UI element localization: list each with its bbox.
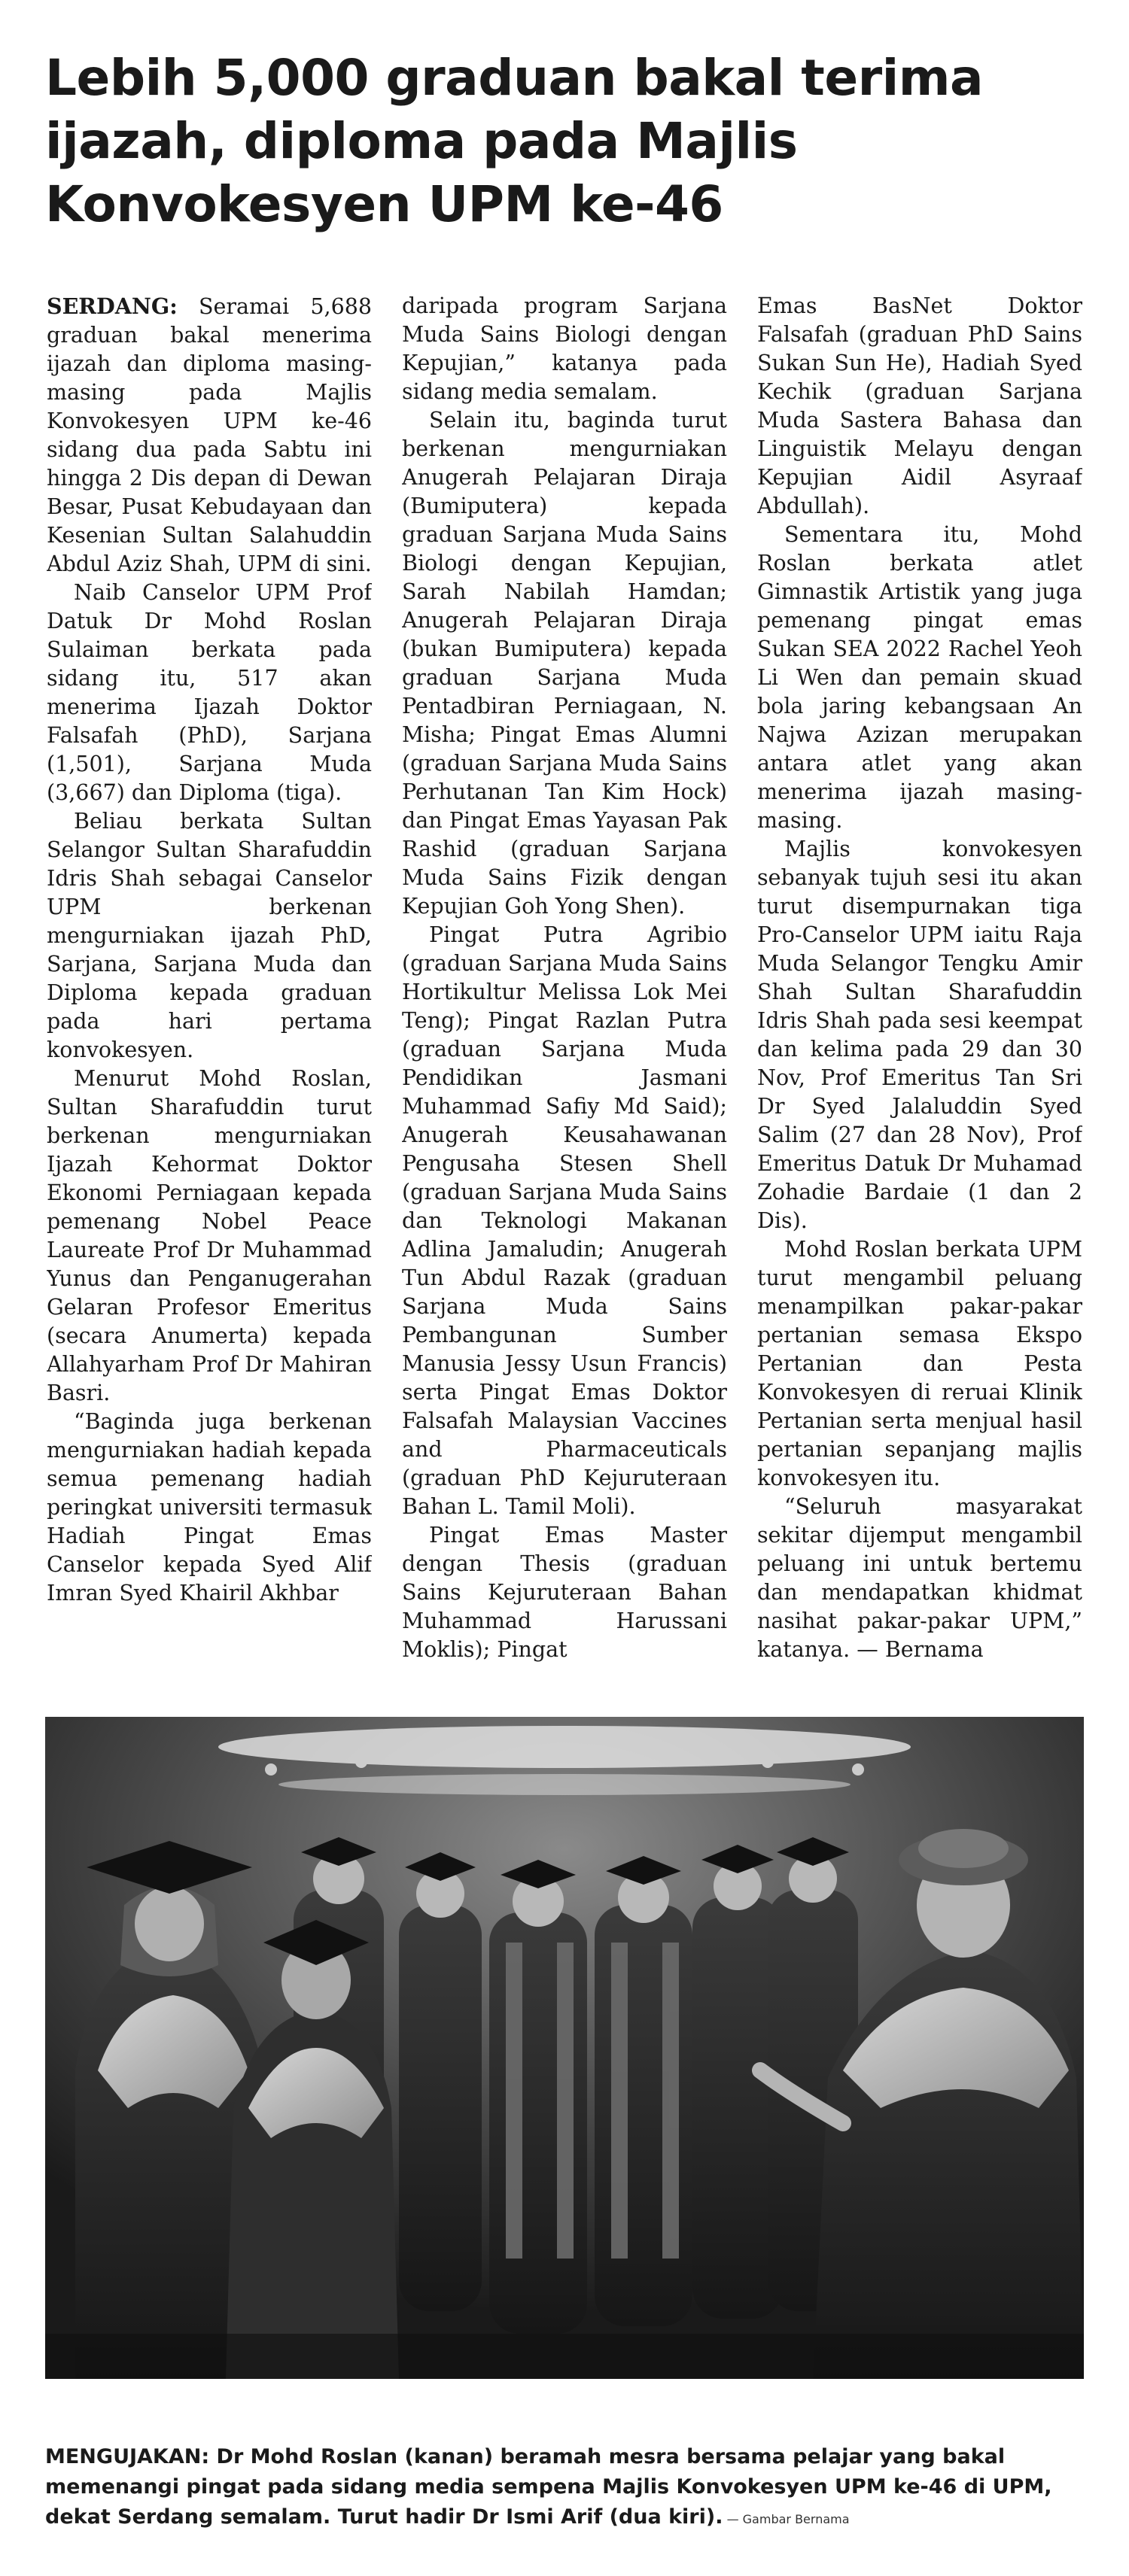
headline <box>45 47 1084 236</box>
paragraph: daripada program Sarjana Muda Sains Biologi dengan Kepujian,” katanya pada sidang media semalam. <box>402 293 727 404</box>
paragraph-text: Seramai 5,688 graduan bakal menerima ijazah dan diploma masing-masing pada Majlis Konvokesyen UPM ke-46 sidang dua pada Sabtu ini hingga 2 Dis depan di Dewan Besar, Pusat Kebudayaan dan Kesenian Sultan Salahuddin Abdul Aziz Shah, UPM di sini. <box>47 294 372 576</box>
paragraph: “Baginda juga berkenan mengurniakan hadiah kepada semua pemenang hadiah peringkat universiti termasuk Hadiah Pingat Emas Canselor kepada Syed Alif Imran Syed Khairil Akhbar <box>47 1409 372 1605</box>
paragraph: Naib Canselor UPM Prof Datuk Dr Mohd Roslan Sulaiman berkata pada sidang itu, 517 akan menerima Ijazah Doktor Falsafah (PhD), Sarjana (1,501), Sarjana Muda (3,667) dan Diploma (tiga). <box>47 580 372 805</box>
paragraph: Mohd Roslan berkata UPM turut mengambil peluang menampilkan pakar-pakar pertanian semasa Ekspo Pertanian dan Pesta Konvokesyen di reruai Klinik Pertanian serta menjual hasil pertanian sepanjang majlis konvokesyen itu. <box>757 1237 1082 1490</box>
paragraph: Menurut Mohd Roslan, Sultan Sharafuddin turut berkenan mengurniakan Ijazah Kehormat Doktor Ekonomi Perniagaan kepada pemenang Nobel Peace Laureate Prof Dr Muhammad Yunus dan Penganugerahan Gelaran Profesor Emeritus (secara Anumerta) kepada Allahyarham Prof Dr Mahiran Basri. <box>47 1066 372 1405</box>
caption-lead: MENGUJAKAN: <box>45 2445 210 2468</box>
article-column-1 <box>47 292 372 1706</box>
caption-text: Dr Mohd Roslan (kanan) beramah mesra bersama pelajar yang bakal memenangi pingat pada sidang media sempena Majlis Konvokesyen UPM ke-46 di UPM, dekat Serdang semalam. Turut hadir Dr Ismi Arif (dua kiri). <box>45 2445 1052 2529</box>
paragraph: “Seluruh masyarakat sekitar dijemput mengambil peluang ini untuk bertemu dan mendapatkan khidmat nasihat pakar-pakar UPM,” katanya. — Bernama <box>757 1494 1082 1662</box>
photo-caption <box>45 2442 1084 2535</box>
paragraph: Majlis konvokesyen sebanyak tujuh sesi itu akan turut disempurnakan tiga Pro-Canselor UPM iaitu Raja Muda Selangor Tengku Amir Shah Sultan Sharafuddin Idris Shah pada sesi keempat dan kelima pada 29 dan 30 Nov, Prof Emeritus Tan Sri Dr Syed Jalaluddin Syed Salim (27 dan 28 Nov), Prof Emeritus Datuk Dr Muhamad Zohadie Bardaie (1 dan 2 Dis). <box>757 837 1082 1233</box>
paragraph: Selain itu, baginda turut berkenan mengurniakan Anugerah Pelajaran Diraja (Bumiputera) kepada graduan Sarjana Muda Sains Biologi dengan Kepujian, Sarah Nabilah Hamdan; Anugerah Pelajaran Diraja (bukan Bumiputera) kepada graduan Sarjana Muda Pentadbiran Perniagaan, N. Misha; Pingat Emas Alumni (graduan Sarjana Muda Sains Perhutanan Tan Kim Hock) dan Pingat Emas Yayasan Pak Rashid (graduan Sarjana Muda Sains Fizik dengan Kepujian Goh Yong Shen). <box>402 408 727 919</box>
caption-credit: — Gambar Bernama <box>723 2512 850 2526</box>
headline-line: Lebih 5,000 graduan bakal terima <box>45 49 984 107</box>
article-body <box>47 292 1082 1706</box>
news-photo <box>45 1717 1084 2379</box>
article-column-3 <box>757 292 1082 1706</box>
paragraph: Pingat Putra Agribio (graduan Sarjana Muda Sains Hortikultur Melissa Lok Mei Teng); Pingat Razlan Putra (graduan Sarjana Muda Pendidikan Jasmani Muhammad Safiy Md Said); Anugerah Keusahawanan Pengusaha Stesen Shell (graduan Sarjana Muda Sains dan Teknologi Makanan Adlina Jamaludin; Anugerah Tun Abdul Razak (graduan Sarjana Muda Sains Pembangunan Sumber Manusia Jessy Usun Francis) serta Pingat Emas Doktor Falsafah Malaysian Vaccines and Pharmaceuticals (graduan PhD Kejuruteraan Bahan L. Tamil Moli). <box>402 922 727 1519</box>
paragraph <box>47 292 372 579</box>
headline-line: ijazah, diploma pada Majlis <box>45 112 798 170</box>
paragraph: Sementara itu, Mohd Roslan berkata atlet Gimnastik Artistik yang juga pemenang pingat emas Sukan SEA 2022 Rachel Yeoh Li Wen dan pemain skuad bola jaring kebangsaan An Najwa Azizan merupakan antara atlet yang akan menerima ijazah masing-masing. <box>757 522 1082 833</box>
headline-line: Konvokesyen UPM ke-46 <box>45 175 723 233</box>
photo-illustration <box>45 1717 1084 2379</box>
paragraph: Emas BasNet Doktor Falsafah (graduan PhD Sains Sukan Sun He), Hadiah Syed Kechik (graduan Sarjana Muda Sastera Bahasa dan Linguistik Melayu dengan Kepujian Aidil Asyraaf Abdullah). <box>757 293 1082 518</box>
article-column-2 <box>402 292 727 1706</box>
dateline: SERDANG: <box>47 293 178 319</box>
paragraph: Pingat Emas Master dengan Thesis (graduan Sains Kejuruteraan Bahan Muhammad Harussani Moklis); Pingat <box>402 1523 727 1662</box>
paragraph: Beliau berkata Sultan Selangor Sultan Sharafuddin Idris Shah sebagai Canselor UPM berkenan mengurniakan ijazah PhD, Sarjana, Sarjana Muda dan Diploma kepada graduan pada hari pertama konvokesyen. <box>47 809 372 1062</box>
